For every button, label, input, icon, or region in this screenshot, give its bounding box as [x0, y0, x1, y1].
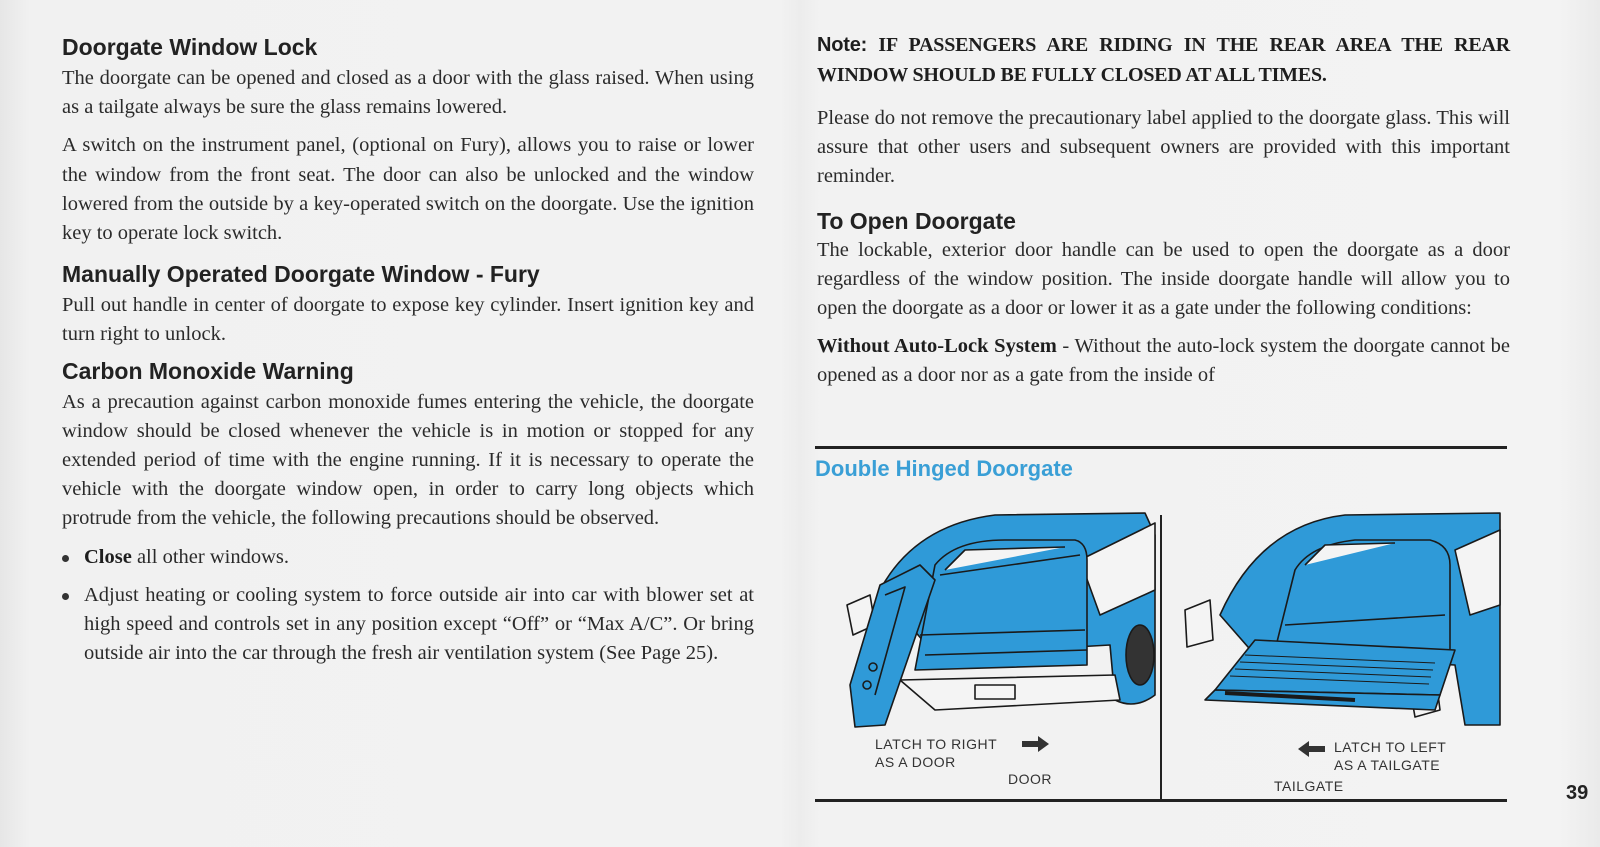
- page-number: 39: [1566, 782, 1589, 804]
- caption-line: LATCH TO LEFT: [1334, 739, 1447, 755]
- bullet-icon: [62, 555, 69, 562]
- caption-line: AS A DOOR: [875, 754, 956, 770]
- right-arrow-icon: [1022, 736, 1050, 752]
- paragraph: Pull out handle in center of doorgate to expose key cylinder. Insert ignition key and turn right to unlock.: [62, 294, 754, 346]
- caption-line: LATCH TO RIGHT: [875, 736, 998, 752]
- list-item-text: Adjust heating or cooling system to force outside air into car with blower set at high speed and controls set in any position except “Off” or “Max A/C”. Or bring outside air into the car through the fresh air ventilation system (See Page 25).: [84, 583, 754, 665]
- left-arrow-icon: [1297, 741, 1325, 757]
- door-label: DOOR: [1008, 771, 1052, 787]
- left-column: [62, 30, 754, 668]
- heading-to-open-doorgate: To Open Doorgate: [817, 207, 1016, 234]
- paragraph: [817, 332, 1510, 390]
- figure-divider: [1160, 515, 1162, 800]
- list-item: [62, 581, 754, 669]
- tailgate-label: TAILGATE: [1274, 778, 1344, 794]
- note: [817, 30, 1510, 90]
- list-item-text: all other windows.: [131, 545, 289, 568]
- heading-manually-operated-doorgate-window: Manually Operated Doorgate Window - Fury: [62, 261, 540, 288]
- caption-latch-left: [1334, 738, 1446, 774]
- paragraph: The lockable, exterior door handle can be used to open the doorgate as a door regardless of the window position. The inside doorgate handle will allow you to open the doorgate as a door or lower it as a gate under the following conditions:: [817, 238, 1510, 320]
- doorgate-as-door-illustration: [825, 495, 1160, 730]
- top-figure-rule: [815, 446, 1507, 449]
- paragraph: The doorgate can be opened and closed as a door with the glass raised. When using as a tailgate always be sure the glass remains lowered.: [62, 67, 754, 119]
- caption-line: AS A TAILGATE: [1334, 757, 1441, 773]
- precautions-list: [62, 543, 754, 669]
- figure-title: Double Hinged Doorgate: [815, 456, 1073, 481]
- caption-latch-right: [875, 735, 997, 771]
- note-text: IF PASSENGERS ARE RIDING IN THE REAR AREA THE REAR WINDOW SHOULD BE FULLY CLOSED AT ALL TIMES.: [817, 34, 1510, 86]
- condition-text: - Without the auto-lock system the doorgate cannot be opened as a door nor as a gate from the inside of: [817, 335, 1510, 387]
- list-item: [62, 543, 754, 572]
- doorgate-as-tailgate-illustration: [1165, 495, 1505, 740]
- bold-lead: Close: [84, 545, 132, 568]
- paragraph: A switch on the instrument panel, (optional on Fury), allows you to raise or lower the window from the front seat. The door can also be unlocked and the window lowered from the outside by a key-operated switch on the doorgate. Use the ignition key to operate lock switch.: [62, 134, 754, 245]
- right-column: [817, 30, 1510, 391]
- paragraph: Please do not remove the precautionary label applied to the doorgate glass. This will assure that other users and subsequent owners are provided with this important reminder.: [817, 107, 1510, 188]
- paragraph: As a precaution against carbon monoxide fumes entering the vehicle, the doorgate window should be closed whenever the vehicle is in motion or stopped for any extended period of time with the engine running. If it is necessary to operate the vehicle with the doorgate window open, in order to carry long objects which protrude from the vehicle, the following precautions should be observed.: [62, 390, 754, 530]
- heading-doorgate-window-lock: Doorgate Window Lock: [62, 34, 318, 60]
- condition-label: Without Auto-Lock System: [817, 335, 1057, 358]
- note-label: Note:: [817, 34, 868, 56]
- heading-carbon-monoxide-warning: Carbon Monoxide Warning: [62, 357, 354, 384]
- bullet-icon: [62, 593, 69, 600]
